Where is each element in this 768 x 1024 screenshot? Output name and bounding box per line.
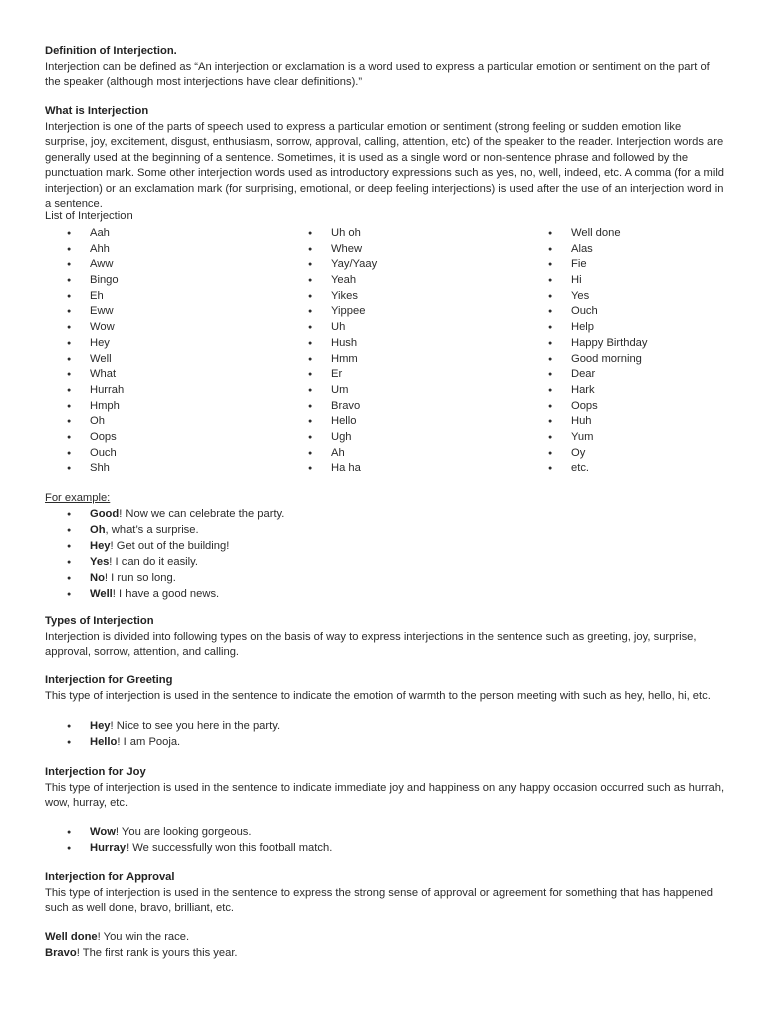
interjection-list-item: ● Well	[45, 352, 265, 368]
example-item	[45, 587, 725, 603]
example-word: Hey	[90, 539, 111, 552]
example-rest: , what’s a surprise.	[105, 523, 199, 536]
joy-example-rest: ! We successfully won this football match.	[126, 842, 333, 854]
interjection-list-column-3	[526, 226, 746, 477]
example-item	[45, 539, 725, 555]
interjection-list-item: ● etc.	[526, 461, 746, 477]
greeting-heading: Interjection for Greeting	[45, 674, 173, 686]
example-word: Good	[90, 507, 120, 520]
types-heading: Types of Interjection	[45, 615, 154, 627]
joy-examples-list	[45, 825, 725, 857]
approval-example-1-rest: ! You win the race.	[97, 931, 190, 943]
interjection-list-item: ● Hi	[526, 273, 746, 289]
interjection-list-item: ● Happy Birthday	[526, 336, 746, 352]
approval-example-1-word: Well done	[45, 931, 98, 943]
interjection-list-item: ● Whew	[286, 242, 506, 258]
interjection-list-item: ● Yay/Yaay	[286, 257, 506, 273]
example-word: Oh	[90, 523, 106, 536]
example-word: No	[90, 571, 105, 584]
examples-section	[45, 491, 725, 603]
interjection-list-item: ● Hark	[526, 383, 746, 399]
interjection-list-item: ● Fie	[526, 257, 746, 273]
interjection-list-item: ● Huh	[526, 414, 746, 430]
example-word: Well	[90, 587, 113, 600]
interjection-list-item: ● Hello	[286, 414, 506, 430]
joy-heading: Interjection for Joy	[45, 766, 146, 778]
interjection-list-item: ● Well done	[526, 226, 746, 242]
example-item	[45, 507, 725, 523]
interjection-list-item: ● Ahh	[45, 242, 265, 258]
greeting-example-word: Hello	[90, 736, 118, 748]
interjection-list-item: ● Ah	[286, 446, 506, 462]
interjection-list-item: ● Aah	[45, 226, 265, 242]
interjection-list-item: ● Hey	[45, 336, 265, 352]
interjection-list-item: ● Uh	[286, 320, 506, 336]
interjection-list-item: ● Eh	[45, 289, 265, 305]
interjection-list-item: ● Yikes	[286, 289, 506, 305]
what-is-heading: What is Interjection	[45, 105, 149, 117]
joy-example-item	[45, 841, 725, 857]
interjection-list-item: ● Hmph	[45, 399, 265, 415]
interjection-list-item: ● Uh oh	[286, 226, 506, 242]
joy-example-word: Wow	[90, 826, 116, 838]
interjection-list-item: ● Eww	[45, 304, 265, 320]
interjection-list-item: ● Oy	[526, 446, 746, 462]
example-word: Yes	[90, 555, 110, 568]
joy-section	[45, 765, 725, 812]
greeting-text: This type of interjection is used in the sentence to indicate the emotion of warmth to the person meeting with such as hey, hello, hi, etc.	[45, 689, 711, 702]
interjection-list-item: ● Hush	[286, 336, 506, 352]
interjection-list-item: ● What	[45, 367, 265, 383]
interjection-list-item: ● Alas	[526, 242, 746, 258]
approval-section	[45, 870, 725, 917]
joy-text: This type of interjection is used in the sentence to indicate immediate joy and happiness on any happy occasion occurred such as hurrah, wow, hurray, etc.	[45, 781, 725, 809]
interjection-list-item: ● Ouch	[45, 446, 265, 462]
interjection-list-item: ● Wow	[45, 320, 265, 336]
greeting-examples-list	[45, 719, 725, 751]
interjection-list-column-2	[286, 226, 506, 477]
interjection-list-item: ● Aww	[45, 257, 265, 273]
approval-heading: Interjection for Approval	[45, 871, 175, 883]
definition-heading: Definition of Interjection.	[45, 45, 177, 57]
examples-list	[45, 507, 725, 603]
interjection-list-item: ● Yeah	[286, 273, 506, 289]
list-heading: List of Interjection	[45, 210, 133, 222]
example-rest: ! I run so long.	[104, 571, 176, 584]
greeting-section	[45, 673, 725, 704]
example-item	[45, 523, 725, 539]
interjection-list-item: ● Oops	[526, 399, 746, 415]
example-rest: ! Now we can celebrate the party.	[119, 507, 285, 520]
interjection-list-item: ● Good morning	[526, 352, 746, 368]
greeting-example-rest: ! I am Pooja.	[117, 736, 181, 748]
examples-label: For example:	[45, 492, 111, 504]
interjection-list-item: ● Dear	[526, 367, 746, 383]
interjection-list-item: ● Ouch	[526, 304, 746, 320]
example-item	[45, 571, 725, 587]
interjection-list-item: ● Bingo	[45, 273, 265, 289]
definition-section	[45, 44, 725, 91]
greeting-example-rest: ! Nice to see you here in the party.	[110, 720, 281, 732]
types-text: Interjection is divided into following types on the basis of way to express interjections in the sentence such as greeting, joy, surprise, approval, sorrow, attention, and calling.	[45, 630, 697, 658]
interjection-list-item: ● Yippee	[286, 304, 506, 320]
interjection-list-item: ● Oops	[45, 430, 265, 446]
interjection-list-item: ● Help	[526, 320, 746, 336]
example-rest: ! Get out of the building!	[110, 539, 230, 552]
interjection-list-item: ● Hmm	[286, 352, 506, 368]
example-rest: ! I can do it easily.	[109, 555, 199, 568]
definition-text: Interjection can be defined as “An interjection or exclamation is a word used to express a particular emotion or sentiment on the part of the speaker (although most interjections have clear definitions).”	[45, 60, 710, 88]
interjection-list-item: ● Shh	[45, 461, 265, 477]
interjection-list-item: ● Bravo	[286, 399, 506, 415]
what-is-text: Interjection is one of the parts of speech used to express a particular emotion or sentiment (strong feeling or sudden emotion like surprise, joy, excitement, disgust, enthusiasm, sorrow, approval, calling, attention, etc) of the speaker to the reader. Interjection words are generally used at the beginning of a sentence. Sometimes, it is used as a single word or non-sentence phrase and followed by the punctuation mark. Some other interjection words used as introductory expressions such as yes, no, well, indeed, etc. A comma (for a mild interjection) or an exclamation mark (for surprising, emotional, or deep feeling interjections) is used after the use of an interjection word in a sentence.	[45, 120, 725, 210]
greeting-example-item	[45, 719, 725, 735]
approval-text: This type of interjection is used in the sentence to express the strong sense of approval or agreement for something that has happened such as well done, bravo, brilliant, etc.	[45, 886, 713, 914]
joy-example-word: Hurray	[90, 842, 127, 854]
joy-example-item	[45, 825, 725, 841]
interjection-list-item: ● Yum	[526, 430, 746, 446]
types-section	[45, 614, 725, 661]
interjection-list-item: ● Ugh	[286, 430, 506, 446]
example-item	[45, 555, 725, 571]
interjection-list-item: ● Oh	[45, 414, 265, 430]
approval-example-1	[45, 930, 725, 946]
interjection-list-item: ● Er	[286, 367, 506, 383]
interjection-list-item: ● Yes	[526, 289, 746, 305]
approval-example-2-word: Bravo	[45, 947, 77, 959]
greeting-example-word: Hey	[90, 720, 111, 732]
greeting-example-item	[45, 735, 725, 751]
example-rest: ! I have a good news.	[112, 587, 220, 600]
interjection-list-item: ● Ha ha	[286, 461, 506, 477]
interjection-list-item: ● Um	[286, 383, 506, 399]
interjection-list-item: ● Hurrah	[45, 383, 265, 399]
joy-example-rest: ! You are looking gorgeous.	[115, 826, 252, 838]
approval-example-2-rest: ! The first rank is yours this year.	[76, 947, 238, 959]
interjection-list-column-1	[45, 226, 265, 477]
what-is-section	[45, 104, 725, 213]
approval-example-2	[45, 946, 725, 962]
